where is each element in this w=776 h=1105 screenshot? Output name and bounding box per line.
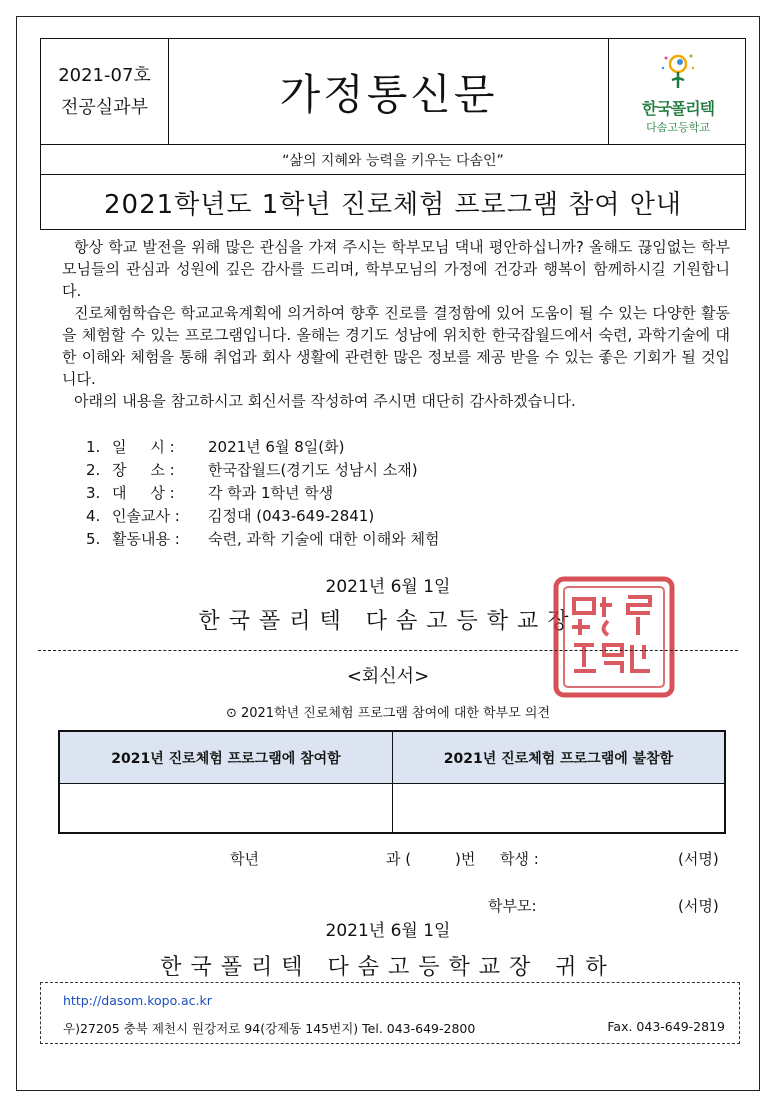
item-value: 각 학과 1학년 학생 — [208, 484, 334, 502]
issue-box — [41, 39, 169, 145]
parent-signature-field[interactable]: (서명) — [678, 897, 719, 915]
greeting-paragraph: 항상 학교 발전을 위해 많은 관심을 가져 주시는 학부모님 댁내 평안하십니까? 올해도 끊임없는 학부모님들의 관심과 성원에 깊은 감사를 드리며, 학부모님의 가정에 건강과 행복이 함께하시길 기원합니다. — [62, 238, 730, 300]
issue-date: 2021년 6월 1일 — [325, 577, 451, 597]
cut-line — [38, 650, 738, 651]
letter-body — [62, 236, 730, 412]
number-label: )번 — [455, 850, 476, 868]
student-signature-field[interactable]: (서명) — [678, 850, 719, 868]
reply-date: 2021년 6월 1일 — [325, 921, 451, 941]
item-value: 한국잡월드(경기도 성남시 소재) — [208, 461, 418, 479]
item-value: 숙련, 과학 기술에 대한 이해와 체험 — [208, 530, 440, 548]
school-logo — [609, 39, 747, 145]
item-value: 김정대 (043-649-2841) — [208, 507, 375, 525]
footer-box — [40, 982, 740, 1044]
letter-header — [40, 38, 746, 230]
class-label: 과 ( — [386, 850, 412, 868]
document-title: 2021학년도 1학년 진로체험 프로그램 참여 안내 — [103, 189, 682, 220]
program-paragraph: 진로체험학습은 학교교육계획에 의거하여 향후 진로를 결정함에 있어 도움이 될 수 있는 다양한 활동을 체험할 수 있는 프로그램입니다. 올해는 경기도 성남에 위치한 한국잡월드에서 숙련, 과학기술에 대한 이해와 체험을 통해 취업과 회사 생활에 관련한 많은 정보를 제공 받을 수 있는 좋은 기회가 될 것입니다. — [62, 304, 730, 388]
logo-subtitle: 다솜고등학교 — [646, 120, 710, 134]
details-list — [86, 436, 439, 551]
absent-header: 2021년 진로체험 프로그램에 불참함 — [392, 732, 724, 783]
logo-name: 한국폴리텍 — [641, 98, 715, 118]
student-label: 학생 : — [500, 850, 539, 868]
list-item: 3. 대 상 : 각 학과 1학년 학생 — [86, 482, 439, 505]
issue-number: 2021-07호 — [58, 65, 151, 86]
list-item: 5. 활동내용 : 숙련, 과학 기술에 대한 이해와 체험 — [86, 528, 439, 551]
polytech-logo-icon — [658, 50, 698, 94]
list-item: 2. 장 소 : 한국잡월드(경기도 성남시 소재) — [86, 459, 439, 482]
school-motto: “삶의 지혜와 능력을 키우는 다솜인” — [41, 145, 745, 175]
opinion-prompt: ⊙ 2021학년 진로체험 프로그램 참여에 대한 학부모 의견 — [225, 706, 551, 721]
school-fax: Fax. 043-649-2819 — [607, 1019, 725, 1034]
school-address: 우)27205 충북 제천시 원강저로 94(강제동 145번지) Tel. 043-649-2800 — [63, 1021, 476, 1036]
table-row — [60, 784, 724, 834]
opinion-table — [58, 730, 726, 834]
absent-check-cell[interactable] — [392, 784, 724, 834]
parent-label: 학부모: — [488, 897, 537, 915]
department: 전공실과부 — [61, 97, 148, 118]
grade-label: 학년 — [230, 850, 259, 868]
list-item: 4. 인솔교사 : 김정대 (043-649-2841) — [86, 505, 439, 528]
header-top-row — [41, 39, 745, 145]
item-value: 2021년 6월 8일(화) — [208, 438, 345, 456]
reply-addressee: 한국폴리텍 다솜고등학교장 귀하 — [160, 955, 616, 980]
principal-signature: 한국폴리텍 다솜고등학교장 — [198, 609, 578, 634]
attend-header: 2021년 진로체험 프로그램에 참여함 — [111, 750, 341, 767]
reply-form-title: <회신서> — [346, 666, 430, 687]
school-website-link[interactable]: http://dasom.kopo.ac.kr — [63, 993, 212, 1008]
request-paragraph: 아래의 내용을 참고하시고 회신서를 작성하여 주시면 대단히 감사하겠습니다. — [74, 392, 576, 410]
attend-check-cell[interactable] — [60, 784, 392, 834]
letter-title: 가정통신문 — [169, 39, 609, 145]
table-header-row — [60, 732, 724, 784]
list-item: 1. 일 시 : 2021년 6월 8일(화) — [86, 436, 439, 459]
